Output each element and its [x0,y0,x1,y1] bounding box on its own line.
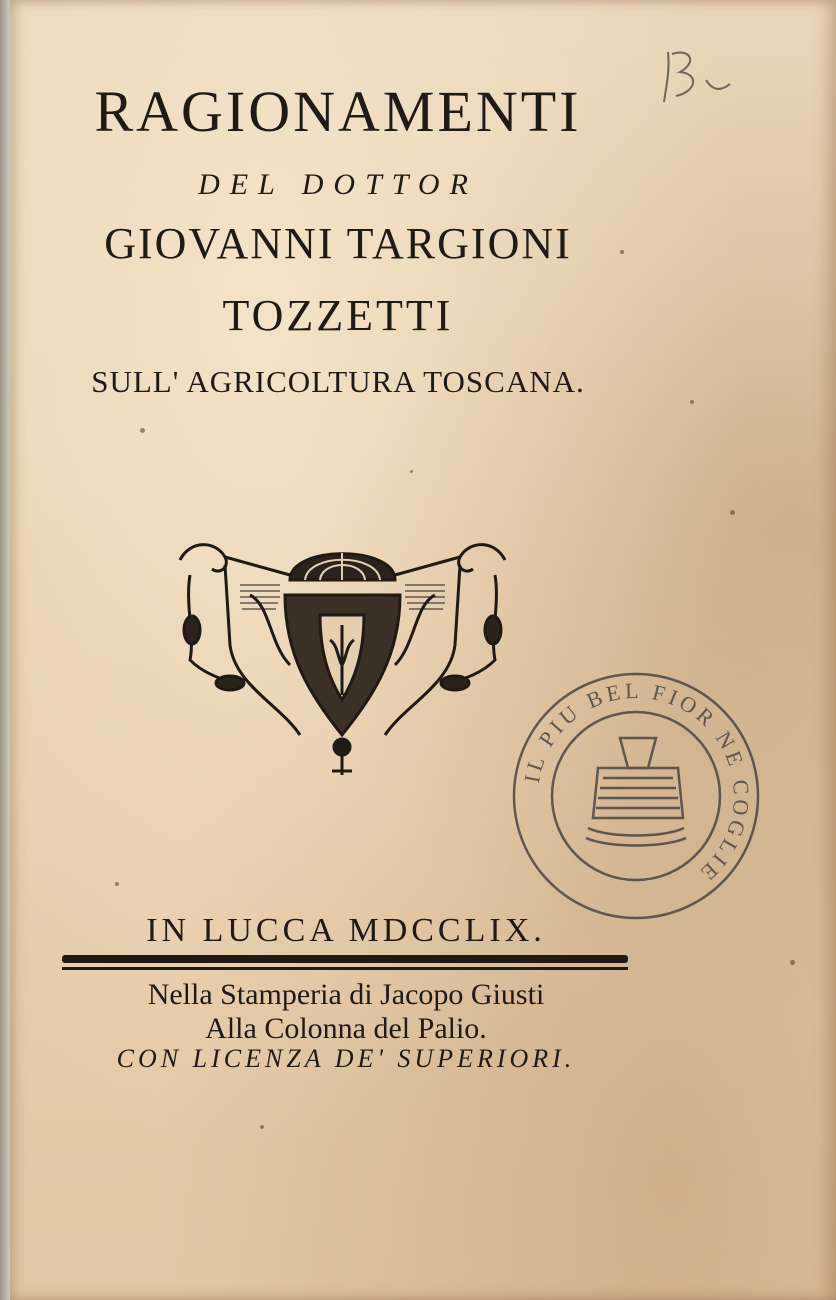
foxing-spot [690,400,694,404]
imprint-license: CON LICENZA DE' SUPERIORI. [116,1044,576,1073]
byline: DEL DOTTOR [198,168,478,201]
foxing-spot [730,510,735,515]
stamp-motto: IL PIU BEL FIOR NE COGLIE [518,677,755,889]
imprint-printer-address: Alla Colonna del Palio. [205,1012,487,1045]
foxing-spot [260,1125,264,1129]
book-subject: SULL' AGRICOLTURA TOSCANA. [91,364,585,399]
foxing-spot [620,250,624,254]
foxing-spot [790,960,795,965]
author-name-line1: GIOVANNI TARGIONI [104,219,572,268]
pencil-mark-icon [650,40,740,110]
book-title: RAGIONAMENTI [94,79,582,144]
foxing-spot [115,882,119,886]
library-stamp [508,668,764,924]
woodcut-ornament [170,535,515,785]
foxing-spot [410,470,413,473]
imprint-printer: Nella Stamperia di Jacopo Giusti [147,978,545,1011]
double-rule-divider [62,952,628,976]
author-name-line2: TOZZETTI [222,291,454,340]
title-page [10,0,836,1300]
foxing-spot [140,428,145,433]
imprint-place-date: IN LUCCA MDCCLIX. [146,912,546,949]
